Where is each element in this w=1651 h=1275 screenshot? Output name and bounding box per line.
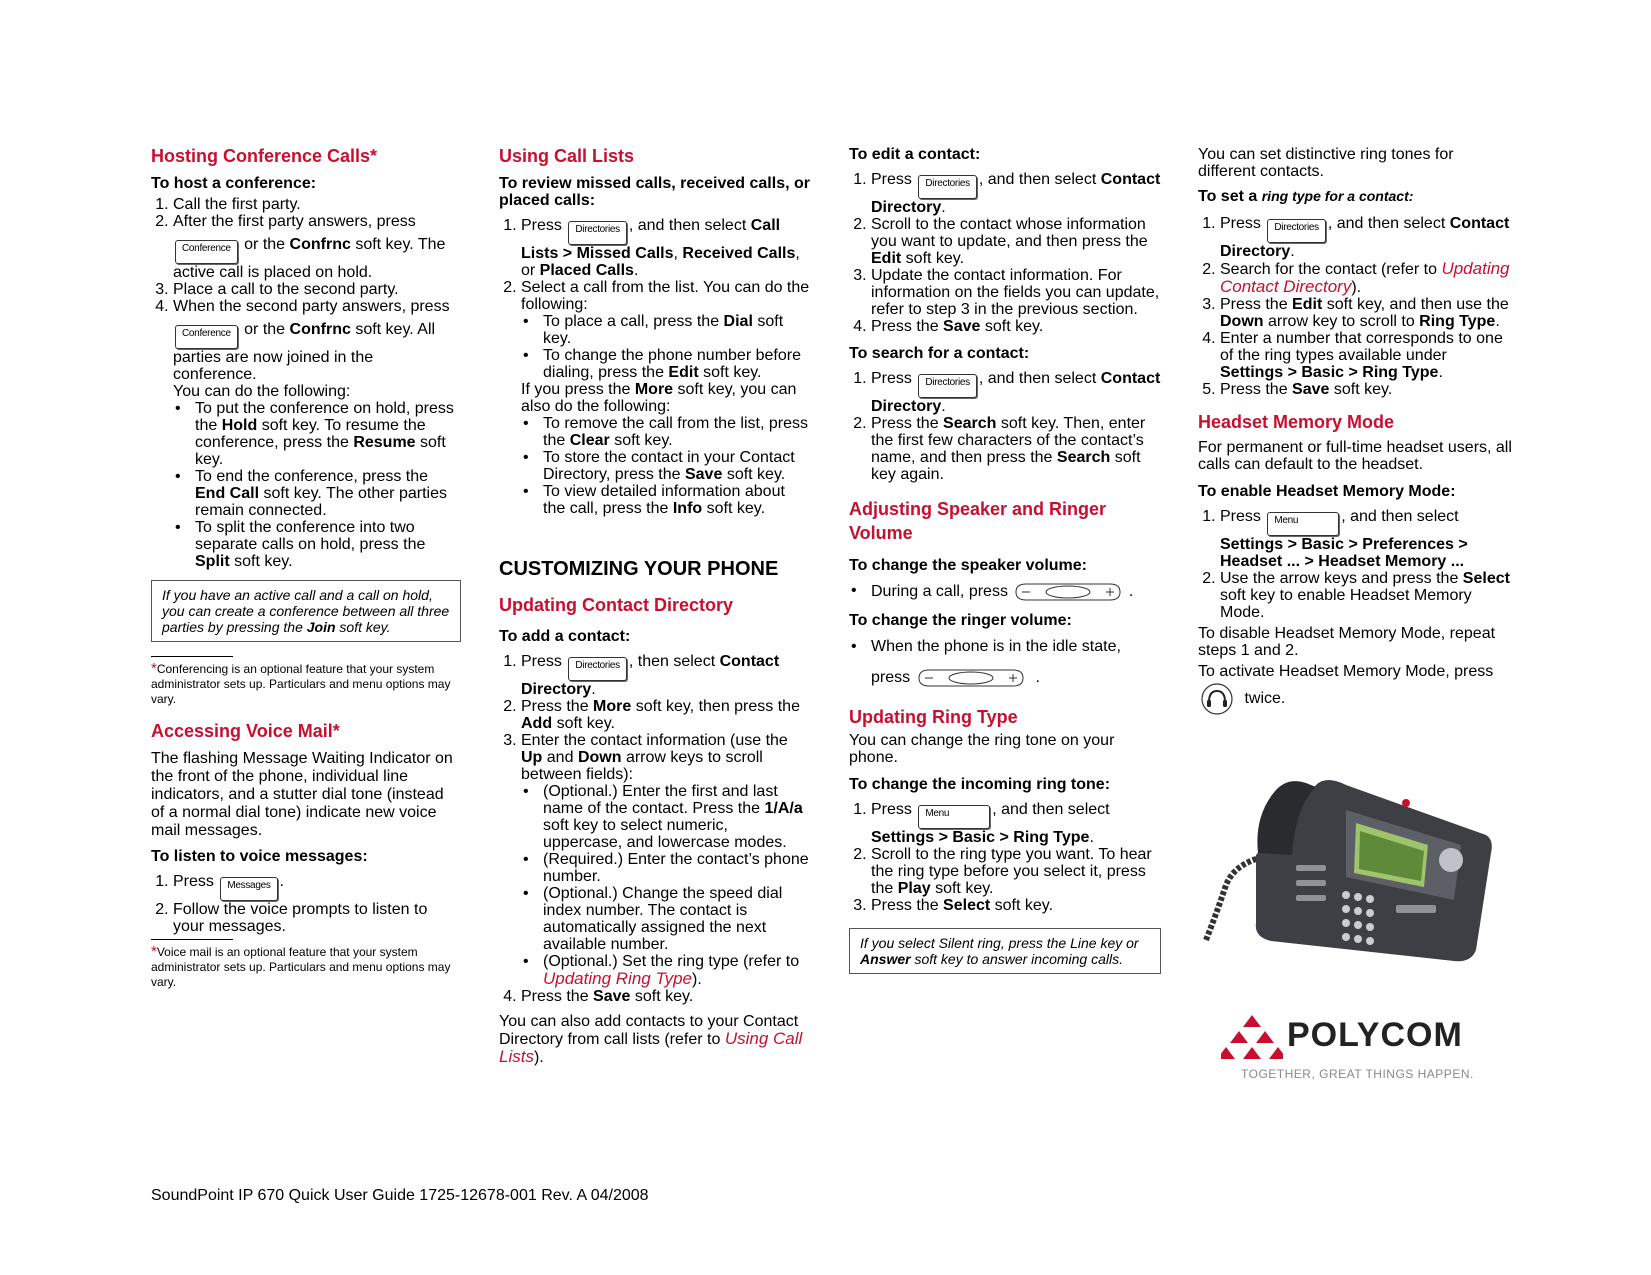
step-2: 2. After the first party answers, press Conference or the Confrnc soft key. The active call is placed on hold. [173, 213, 461, 281]
also-add-text: You can also add contacts to your Contact Directory from call lists (refer to Using Call Lists). [499, 1013, 803, 1066]
step-2: 2. Follow the voice prompts to listen to your messages. [173, 901, 461, 935]
step-1: 1. Press Directories , and then select Contact Directory. [871, 370, 1161, 415]
host-steps [151, 196, 461, 570]
step-2: 2. Scroll to the ring type you want. To hear the ring type before you select it, press the Play soft key. [871, 846, 1161, 897]
directories-key-icon: Directories [568, 221, 627, 245]
step-4: 4. Enter a number that corresponds to one of the ring types available under Settings > Basic > Ring Type. [1220, 330, 1513, 381]
polycom-emblem-icon [1221, 1013, 1283, 1061]
heading-adjust-volume: Adjusting Speaker and Ringer Volume [849, 499, 1107, 543]
list-item: • (Optional.) Enter the first and last name of the contact. Press the 1/A/a soft key to select numeric, uppercase, and lowercase modes. [543, 783, 811, 851]
footnote-conferencing: *Conferencing is an optional feature that your system administrator sets up. Particulars and menu options may vary. [151, 660, 451, 706]
step-5: 5. Press the Save soft key. [1220, 381, 1513, 398]
column-2 [499, 146, 811, 1074]
step-1: 1. Press Directories , and then select Contact Directory. [1220, 215, 1513, 260]
headset-key-row: twice. [1200, 682, 1513, 716]
polycom-logo [1221, 1005, 1481, 1090]
list-item: • (Optional.) Change the speed dial index number. The contact is automatically assigned the next available number. [543, 885, 811, 953]
step-3: 3. Enter the contact information (use the Up and Down arrow keys to scroll between fields): • (Optional.) Enter the first and last name of the contact. Press the 1/A/a soft key to select numeric, uppercase, and lowercase modes. • (Required.) Enter the contact’s phone number. • (Optional.) Change the speed dial index number. The contact is automatically assigned the next available number. • (Optional.) Set the ring type (refer to Updating Ring Type). [521, 732, 811, 988]
set-ring-steps [1198, 215, 1513, 398]
subheading-enable-headset: To enable Headset Memory Mode: [1198, 483, 1456, 500]
subheading-add: To add a contact: [499, 628, 631, 645]
list-item: • To remove the call from the list, press the Clear soft key. [543, 415, 811, 449]
conference-options [173, 400, 461, 570]
subheading-ringer: To change the ringer volume: [849, 612, 1072, 629]
ring-type-text: You can change the ring tone on your phone. [849, 732, 1115, 766]
directories-key-icon: Directories [918, 374, 977, 398]
list-item: • When the phone is in the idle state, press . [871, 631, 1161, 693]
step-1: 1. Press Directories , and then select Contact Directory. [871, 171, 1161, 216]
list-item: • To put the conference on hold, press the Hold soft key. To resume the conference, press the Resume soft key. [195, 400, 461, 468]
heading-voice-mail: Accessing Voice Mail* [151, 721, 340, 741]
step-3: 3. Place a call to the second party. [173, 281, 461, 298]
directories-key-icon: Directories [1267, 219, 1326, 243]
directories-key-icon: Directories [918, 175, 977, 199]
list-item: • (Optional.) Set the ring type (refer to Updating Ring Type). [543, 953, 811, 988]
subheading-edit: To edit a contact: [849, 146, 981, 163]
step-3: 3. Press the Edit soft key, and then use the Down arrow key to scroll to Ring Type. [1220, 296, 1513, 330]
step-1: 1. Press Menu , and then select Settings > Basic > Ring Type. [871, 801, 1161, 846]
link-using-call-lists[interactable]: Using Call Lists [499, 1029, 803, 1066]
conference-key-icon: Conference [175, 240, 238, 264]
step-1: 1. Press Directories , and then select Call Lists > Missed Calls, Received Calls, or Placed Calls. [521, 217, 811, 279]
edit-steps [849, 171, 1161, 335]
review-steps [499, 217, 811, 517]
messages-key-icon: Messages [220, 877, 277, 901]
list-item: • To end the conference, press the End Call soft key. The other parties remain connected. [195, 468, 461, 519]
phone-illustration [1196, 765, 1496, 970]
join-note: If you have an active call and a call on hold, you can create a conference between all three parties by pressing the Join soft key. [151, 580, 461, 642]
conference-key-icon: Conference [175, 325, 238, 349]
list-item: • During a call, press . [871, 582, 1161, 602]
heading-ring-type: Updating Ring Type [849, 707, 1018, 727]
link-updating-ring-type[interactable]: Updating Ring Type [543, 969, 692, 988]
list-item: • To view detailed information about the call, press the Info soft key. [543, 483, 811, 517]
footnote-rule [151, 939, 233, 940]
brand-tagline: TOGETHER, GREAT THINGS HAPPEN. [1241, 1067, 1474, 1081]
headset-text: For permanent or full-time headset users, all calls can default to the headset. [1198, 439, 1512, 473]
heading-headset-memory: Headset Memory Mode [1198, 412, 1395, 432]
list-item: • To place a call, press the Dial soft key. [543, 313, 811, 347]
step-1: 1. Press Directories , then select Contact Directory. [521, 653, 811, 698]
menu-key-icon: Menu [918, 805, 990, 829]
heading-call-lists: Using Call Lists [499, 146, 635, 166]
footnote-rule [151, 656, 233, 657]
volume-rocker-icon [915, 668, 1027, 688]
subheading-search: To search for a contact: [849, 345, 1030, 362]
step-4: 4. Press the Save soft key. [871, 318, 1161, 335]
volume-rocker-icon [1012, 582, 1124, 602]
page-footer: SoundPoint IP 670 Quick User Guide 1725-12678-001 Rev. A 04/2008 [151, 1187, 649, 1204]
subheading-set-ring: To set a ring type for a contact: [1198, 188, 1414, 205]
subheading-speaker: To change the speaker volume: [849, 557, 1087, 574]
subheading-incoming: To change the incoming ring tone: [849, 776, 1111, 793]
search-steps [849, 370, 1161, 483]
column-1 [151, 146, 461, 1004]
step-2: 2. Use the arrow keys and press the Select soft key to enable Headset Memory Mode. [1220, 570, 1513, 621]
disable-text: To disable Headset Memory Mode, repeat steps 1 and 2. [1198, 625, 1496, 659]
headset-steps [1198, 508, 1513, 621]
step-2: 2. Scroll to the contact whose information you want to update, and then press the Edit soft key. [871, 216, 1161, 267]
list-item: • To split the conference into two separate calls on hold, press the Split soft key. [195, 519, 461, 570]
step-2: 2. Press the Search soft key. Then, enter the first few characters of the contact’s name, and then press the Search soft key again. [871, 415, 1161, 483]
silent-ring-note: If you select Silent ring, press the Line key or Answer soft key to answer incoming calls. [849, 928, 1161, 974]
step-3: 3. Update the contact information. For information on the fields you can update, refer to step 3 in the previous section. [871, 267, 1161, 318]
step-1: 1. Press Menu , and then select Settings > Basic > Preferences > Headset ... > Headset Memory ... [1220, 508, 1513, 570]
column-3 [849, 146, 1161, 988]
heading-update-contact: Updating Contact Directory [499, 595, 734, 615]
incoming-steps [849, 801, 1161, 914]
step-1: 1. Call the first party. [173, 196, 461, 213]
listen-steps [151, 873, 461, 935]
brand-wordmark: POLYCOM [1287, 1016, 1463, 1054]
link-updating-contact-directory[interactable]: Updating Contact Directory [1220, 259, 1510, 296]
subheading-host: To host a conference: [151, 175, 317, 192]
step-1: 1. Press Messages . [173, 873, 461, 901]
column-4 [1198, 146, 1513, 716]
voice-mail-text: The flashing Message Waiting Indicator on the front of the phone, individual line indicators, and a stutter dial tone (instead of a normal dial tone) indicate new voice mail messages. [151, 750, 453, 839]
add-steps [499, 653, 811, 1005]
step-2: 2. Select a call from the list. You can do the following: • To place a call, press the Dial soft key. • To change the phone number before dialing, press the Edit soft key. If you press the More soft key, you can also do the following: • To remove the call from the list, press the Clear soft key. • To store the contact in your Contact Directory, press the Save soft key. • To view detailed information about the call, press the Info soft key. [521, 279, 811, 517]
menu-key-icon: Menu [1267, 512, 1339, 536]
step-4: 4. Press the Save soft key. [521, 988, 811, 1005]
list-item: • To store the contact in your Contact Directory, press the Save soft key. [543, 449, 811, 483]
headset-icon [1200, 682, 1234, 716]
subheading-listen: To listen to voice messages: [151, 848, 368, 865]
footnote-voice-mail: *Voice mail is an optional feature that your system administrator sets up. Particulars and menu options may vary. [151, 943, 451, 989]
step-2: 2. Press the More soft key, then press the Add soft key. [521, 698, 811, 732]
step-3: 3. Press the Select soft key. [871, 897, 1161, 914]
step-4: 4. When the second party answers, press Conference or the Confrnc soft key. All parties are now joined in the conference. You can do the following: • To put the conference on hold, press the Hold soft key. To resume the conference, press the Resume soft key. • To end the conference, press the End Call soft key. The other parties remain connected. • To split the conference into two separate calls on hold, press the Split soft key. [173, 298, 461, 570]
heading-customizing: CUSTOMIZING YOUR PHONE [499, 558, 779, 580]
activate-text: To activate Headset Memory Mode, press [1198, 663, 1494, 680]
ring-tones-intro: You can set distinctive ring tones for different contacts. [1198, 146, 1454, 180]
subheading-review: To review missed calls, received calls, or placed calls: [499, 175, 810, 209]
list-item: • To change the phone number before dialing, press the Edit soft key. [543, 347, 811, 381]
list-item: • (Required.) Enter the contact’s phone number. [543, 851, 811, 885]
heading-hosting-conference: Hosting Conference Calls* [151, 146, 378, 166]
directories-key-icon: Directories [568, 657, 627, 681]
step-2: 2. Search for the contact (refer to Updating Contact Directory). [1220, 260, 1513, 296]
